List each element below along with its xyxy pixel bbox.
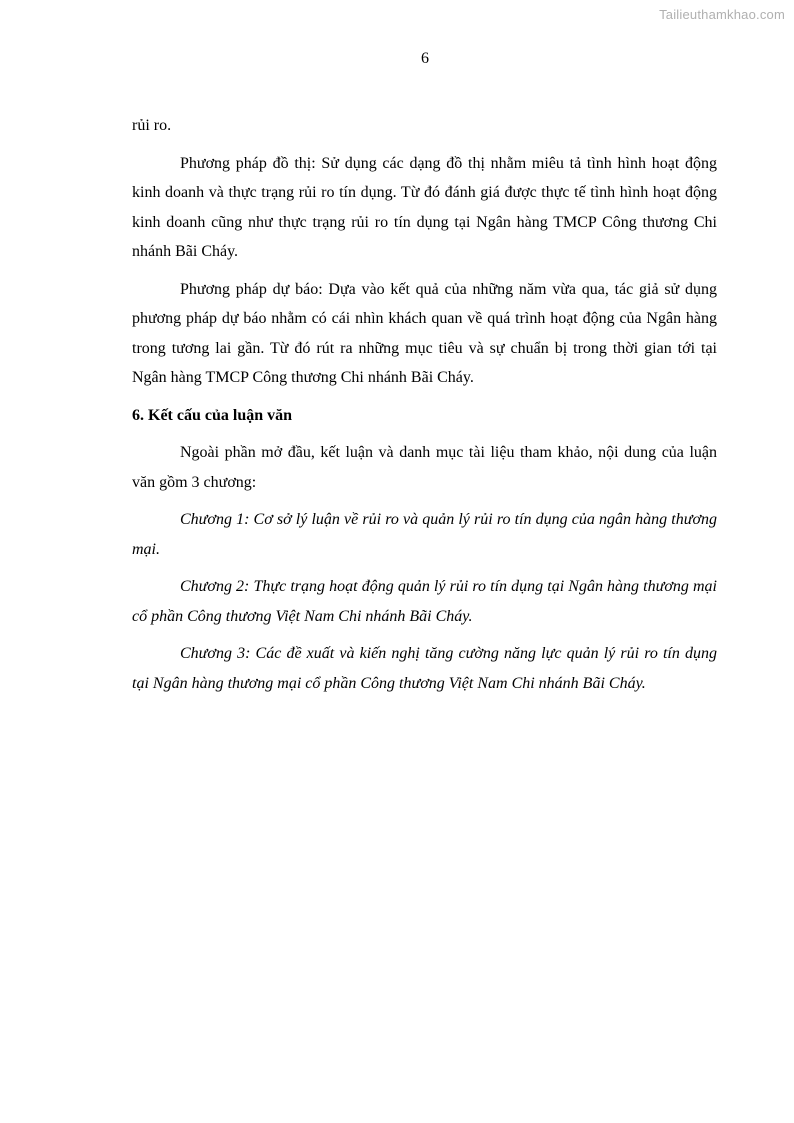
chapter-3-summary: Chương 3: Các đề xuất và kiến nghị tăng cường năng lực quản lý rủi ro tín dụng tại Ngân hàng thương mại cổ phần Công thương Việt Nam Chi nhánh Bãi Cháy. bbox=[132, 645, 717, 692]
page-number: 6 bbox=[421, 50, 429, 67]
chapter-1-summary: Chương 1: Cơ sở lý luận về rủi ro và quản lý rủi ro tín dụng của ngân hàng thương mại. bbox=[132, 511, 717, 558]
paragraph-structure-intro: Ngoài phần mở đầu, kết luận và danh mục tài liệu tham khảo, nội dung của luận văn gồm 3 chương: bbox=[132, 444, 717, 491]
paragraph-forecast-method: Phương pháp dự báo: Dựa vào kết quả của những năm vừa qua, tác giả sử dụng phương pháp dự báo nhằm có cái nhìn khách quan về quá trình hoạt động của Ngân hàng trong tương lai gần. Từ đó rút ra những mục tiêu và sự chuẩn bị trong thời gian tới tại Ngân hàng TMCP Công thương Chi nhánh Bãi Cháy. bbox=[132, 280, 717, 386]
document-body bbox=[132, 111, 717, 706]
paragraph-continuation: rủi ro. bbox=[132, 117, 172, 134]
paragraph-graph-method: Phương pháp đồ thị: Sử dụng các dạng đồ thị nhằm miêu tả tình hình hoạt động kinh doanh và thực trạng rủi ro tín dụng. Từ đó đánh giá được thực tế tình hình hoạt động kinh doanh cũng như thực trạng rủi ro tín dụng tại Ngân hàng TMCP Công thương Chi nhánh Bãi Cháy. bbox=[132, 154, 717, 260]
watermark: Tailieuthamkhao.com bbox=[659, 7, 785, 22]
section-heading: 6. Kết cấu của luận văn bbox=[132, 406, 293, 424]
chapter-2-summary: Chương 2: Thực trạng hoạt động quản lý rủi ro tín dụng tại Ngân hàng thương mại cổ phần Công thương Việt Nam Chi nhánh Bãi Cháy. bbox=[132, 578, 717, 625]
